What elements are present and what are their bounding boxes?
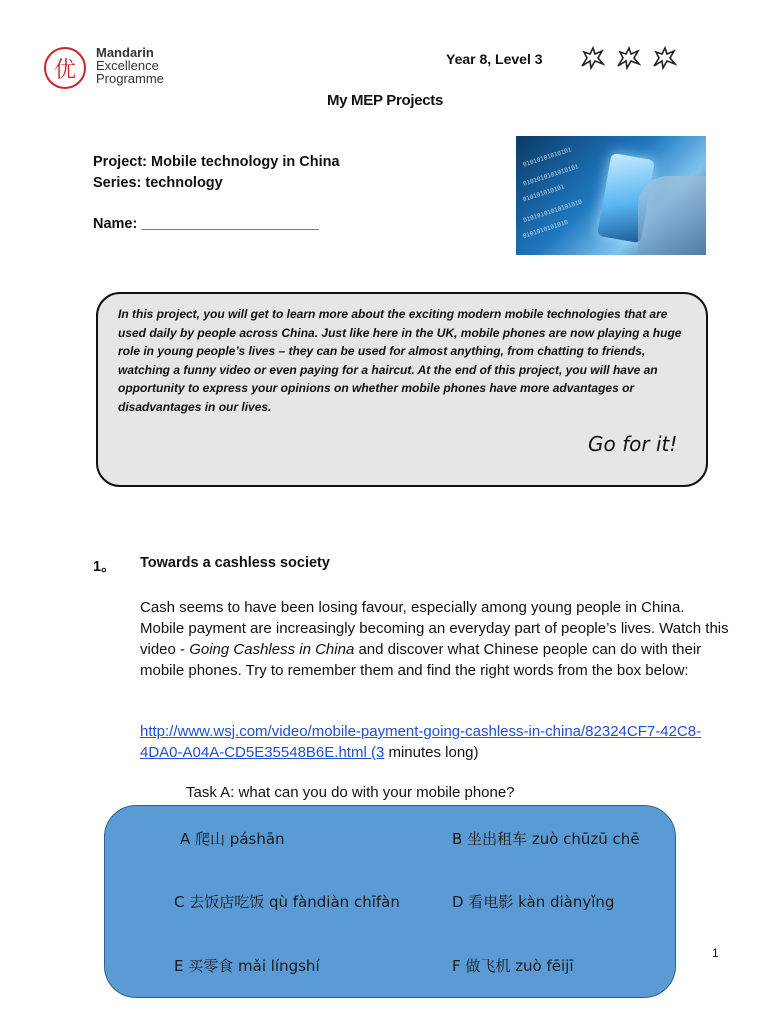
paragraph-text: Cash seems to have been losing favour, especially among young people in China. Mobile payment are increasingly becoming an everyday part of people’s lives. Watch this video - [140, 599, 729, 658]
logo-line-2: Excellence [96, 58, 159, 73]
dragon-icon [578, 44, 606, 72]
video-title: Going Cashless in China [189, 641, 355, 658]
paragraph-text: and discover what Chinese people can do with their mobile phones. Try to remember them and find the right words from the box below: [140, 641, 702, 679]
difficulty-dragons [578, 44, 678, 72]
option-b: B 坐出租车 zuò chūzū chē [452, 830, 640, 848]
video-link[interactable]: http://www.wsj.com/video/mobile-payment-going-cashless-in-china/82324CF7-42C8-4DA0-A04A-CD5E35548B6E.html (3 [140, 723, 702, 761]
year-level: Year 8, Level 3 [446, 51, 543, 67]
logo-line-1: Mandarin [96, 45, 154, 60]
logo-glyph: 优 [53, 57, 76, 83]
binary-row: 0101010101010101 [522, 163, 580, 188]
section-number: 1。 [93, 559, 116, 575]
go-for-it: Go for it! [588, 432, 678, 456]
option-c: C 去饭店吃饭 qù fàndiàn chīfàn [174, 893, 400, 911]
option-f: F 做飞机 zuò fēijī [452, 957, 574, 975]
option-e: E 买零食 mǎi língshí [174, 957, 320, 975]
logo-line-3: Programme [96, 71, 164, 86]
binary-row: 010101010101 [521, 183, 566, 204]
page-title: My MEP Projects [326, 92, 444, 109]
name-field[interactable]: Name: ______________________ [93, 216, 319, 232]
dragon-icon [614, 44, 642, 72]
dragon-icon [650, 44, 678, 72]
project-line: Project: Mobile technology in China [93, 154, 340, 170]
binary-row: 01010101010101 [522, 146, 573, 169]
option-a: A 爬山 páshān [180, 830, 285, 848]
series-line: Series: technology [93, 175, 223, 191]
binary-row: 01010101010101010 [522, 198, 584, 225]
section-title: Towards a cashless society [140, 555, 330, 571]
binary-row: 0101010101010 [522, 218, 569, 241]
mobile-phone-photo [516, 136, 706, 255]
logo-wordmark [96, 46, 164, 85]
task-a-prompt: Task A: what can you do with your mobile phone? [186, 784, 515, 801]
intro-text: In this project, you will get to learn more about the exciting modern mobile technologies that are used daily by people across China. Just like here in the UK, mobile phones are now playing a huge role in young people’s lives – they can be used for almost anything, from chatting to friends, watching a funny video or even paying for a haircut. At the end of this project, you will have an opportunity to express your opinions on whether mobile phones have more advantages or disadvantages in our lives. [118, 307, 682, 414]
page-number: 1 [712, 946, 719, 960]
logo-icon [44, 47, 86, 89]
video-duration: minutes long) [384, 744, 479, 761]
video-link-block [140, 721, 740, 763]
section-paragraph [140, 597, 730, 681]
option-d: D 看电影 kàn diànyǐng [452, 893, 615, 911]
hand-shape [638, 176, 706, 255]
